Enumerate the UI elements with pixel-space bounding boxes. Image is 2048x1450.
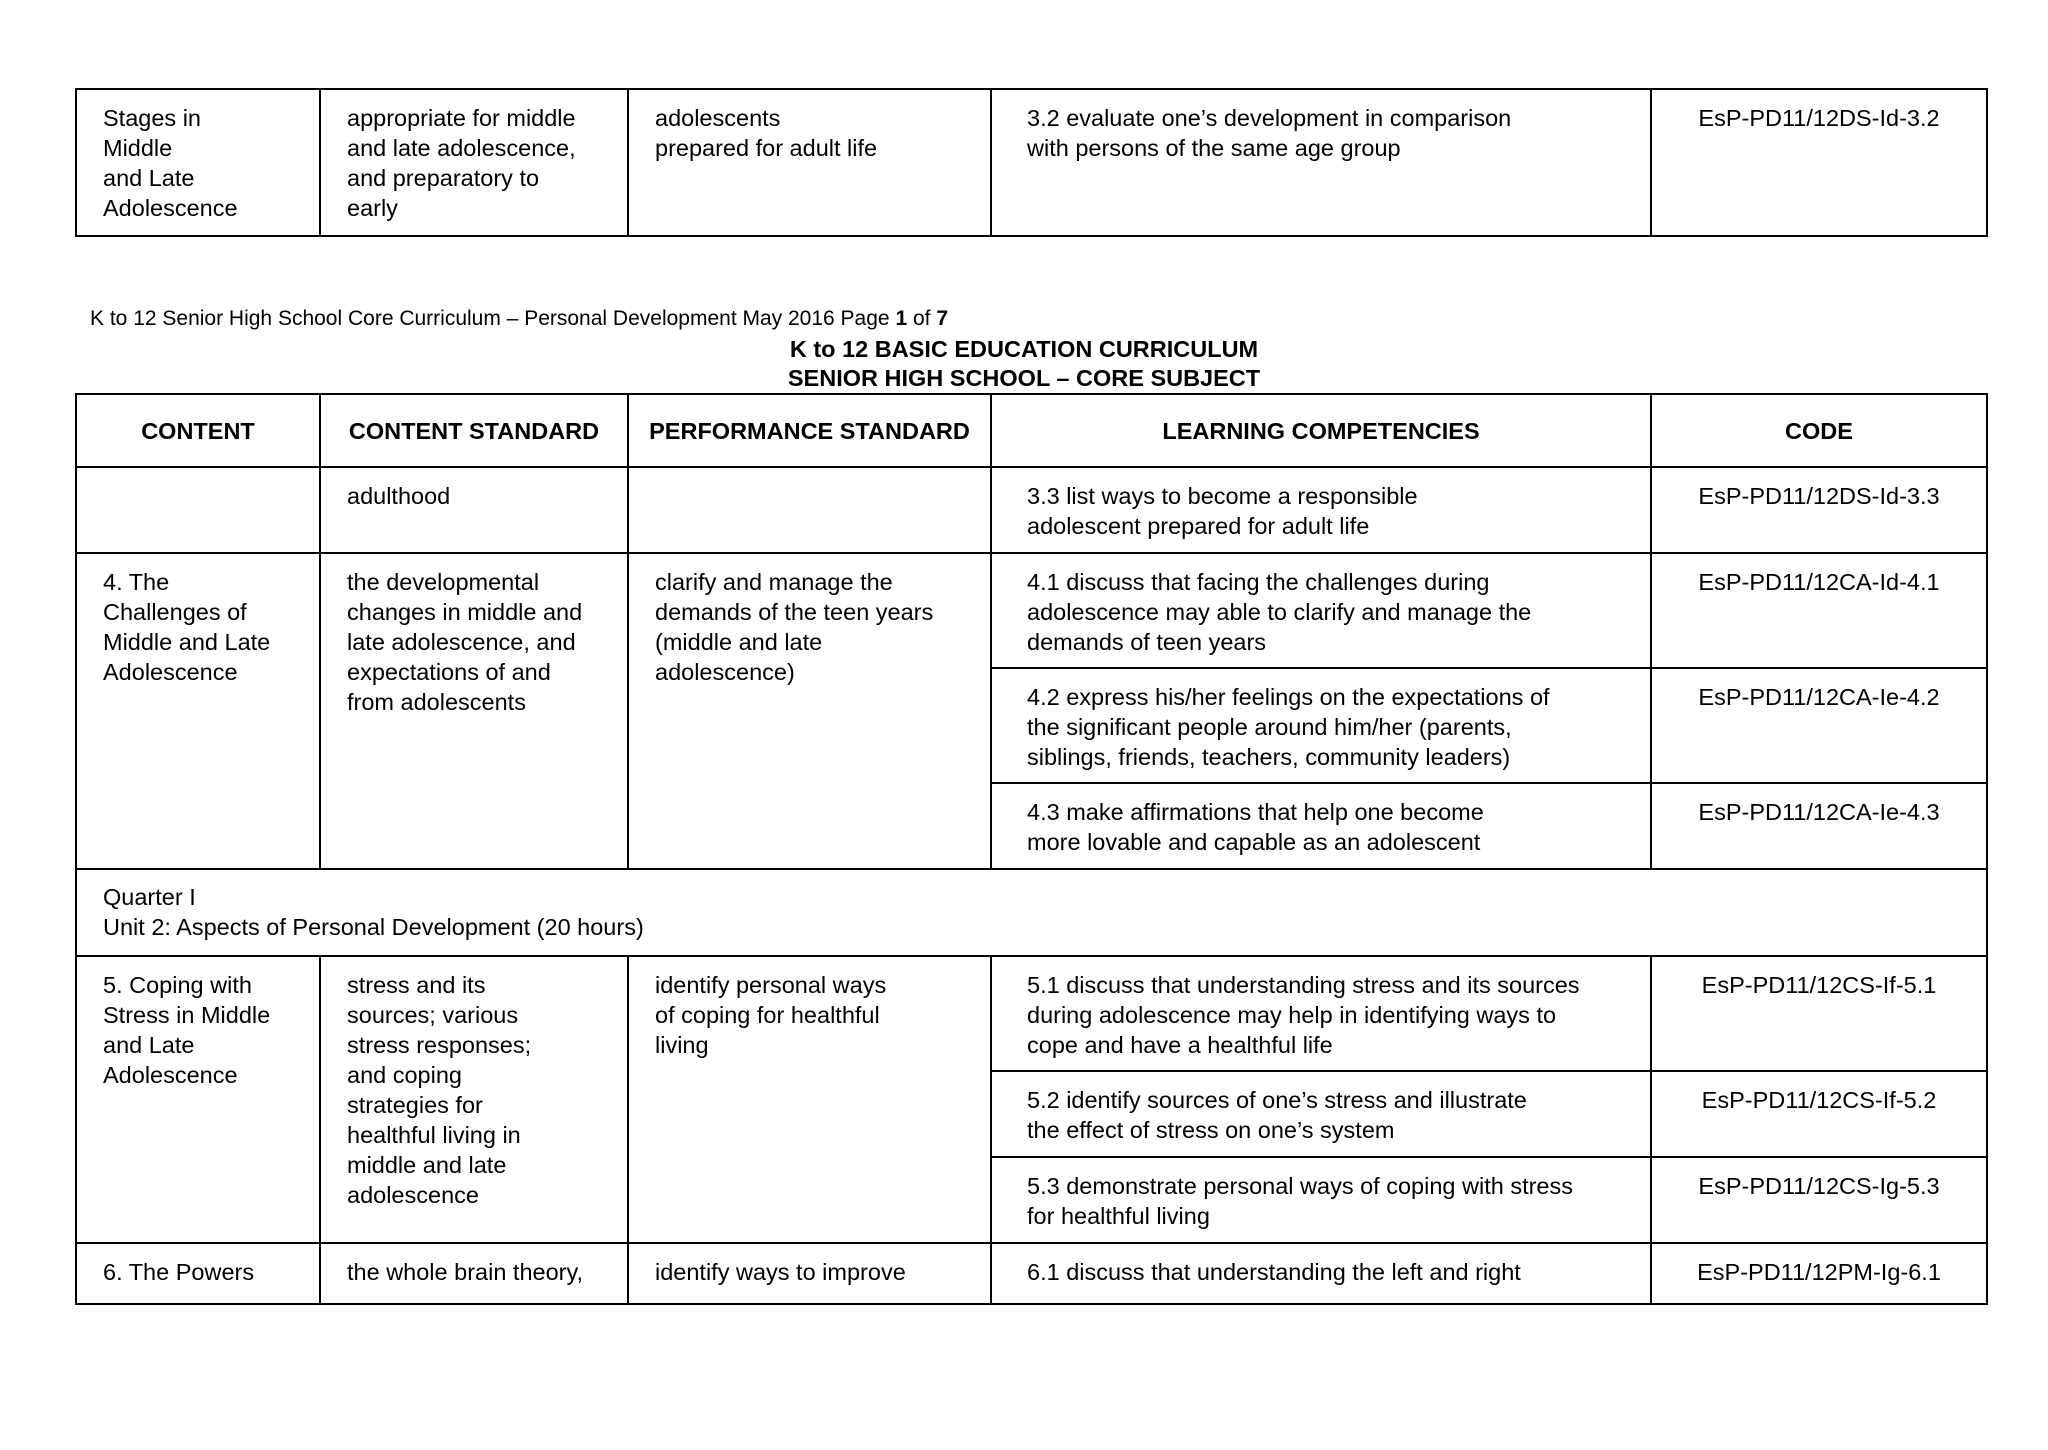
table-row [76, 956, 1987, 1071]
performance-standard-cell: identify ways to improve [628, 1243, 991, 1304]
column-header-content: CONTENT [76, 394, 320, 467]
table-row [76, 1243, 1987, 1304]
content-standard-cell: adulthood [320, 467, 628, 553]
table-row [76, 467, 1987, 553]
quarter-label: Quarter I [103, 884, 196, 910]
page-footer [90, 307, 948, 331]
code-cell: EsP-PD11/12CA-Ie-4.2 [1651, 668, 1987, 783]
code-cell: EsP-PD11/12DS-Id-3.2 [1651, 89, 1987, 236]
column-header-learning-competencies: LEARNING COMPETENCIES [991, 394, 1651, 467]
unit-label: Unit 2: Aspects of Personal Development (20 hours) [103, 914, 644, 940]
table-row [76, 553, 1987, 668]
content-cell: 5. Coping with Stress in Middle and Late Adolescence [76, 956, 320, 1243]
content-cell: 6. The Powers [76, 1243, 320, 1304]
section-row [76, 869, 1987, 956]
header-row [76, 394, 1987, 467]
competency-cell: 5.2 identify sources of one’s stress and illustrate the effect of stress on one’s system [991, 1071, 1651, 1157]
footer-text: K to 12 Senior High School Core Curriculum – Personal Development May 2016 Page [90, 307, 896, 330]
column-header-content-standard: CONTENT STANDARD [320, 394, 628, 467]
content-standard-cell: appropriate for middle and late adolescence, and preparatory to early [320, 89, 628, 236]
content-cell [76, 467, 320, 553]
competency-cell: 5.3 demonstrate personal ways of coping with stress for healthful living [991, 1157, 1651, 1243]
performance-standard-cell: clarify and manage the demands of the teen years (middle and late adolescence) [628, 553, 991, 869]
competency-cell: 6.1 discuss that understanding the left and right [991, 1243, 1651, 1304]
code-cell: EsP-PD11/12CS-Ig-5.3 [1651, 1157, 1987, 1243]
content-standard-cell: the whole brain theory, [320, 1243, 628, 1304]
content-cell: 4. The Challenges of Middle and Late Adolescence [76, 553, 320, 869]
performance-standard-cell: identify personal ways of coping for healthful living [628, 956, 991, 1243]
footer-page-number: 1 [895, 307, 908, 330]
code-cell: EsP-PD11/12CA-Id-4.1 [1651, 553, 1987, 668]
performance-standard-cell [628, 467, 991, 553]
competency-cell: 4.1 discuss that facing the challenges during adolescence may able to clarify and manage the demands of teen years [991, 553, 1651, 668]
footer-page-total: 7 [936, 307, 948, 330]
document-subtitle: SENIOR HIGH SCHOOL – CORE SUBJECT [787, 365, 1261, 391]
performance-standard-cell: adolescents prepared for adult life [628, 89, 991, 236]
table-row [76, 89, 1987, 236]
content-standard-cell: stress and its sources; various stress responses; and coping strategies for healthful living in middle and late adolescence [320, 956, 628, 1243]
column-header-code: CODE [1651, 394, 1987, 467]
competency-cell: 4.3 make affirmations that help one become more lovable and capable as an adolescent [991, 783, 1651, 869]
column-header-performance-standard: PERFORMANCE STANDARD [628, 394, 991, 467]
quarter-heading [76, 869, 1987, 956]
document-title: K to 12 BASIC EDUCATION CURRICULUM [789, 336, 1259, 362]
code-cell: EsP-PD11/12CS-If-5.1 [1651, 956, 1987, 1071]
content-cell: Stages in Middle and Late Adolescence [76, 89, 320, 236]
code-cell: EsP-PD11/12CS-If-5.2 [1651, 1071, 1987, 1157]
competency-cell: 3.2 evaluate one’s development in comparison with persons of the same age group [991, 89, 1651, 236]
competency-cell: 4.2 express his/her feelings on the expectations of the significant people around him/her (parents, siblings, friends, teachers, community leaders) [991, 668, 1651, 783]
code-cell: EsP-PD11/12PM-Ig-6.1 [1651, 1243, 1987, 1304]
curriculum-table [75, 393, 1988, 1305]
footer-of: of [907, 307, 937, 330]
content-standard-cell: the developmental changes in middle and late adolescence, and expectations of and from adolescents [320, 553, 628, 869]
competency-cell: 3.3 list ways to become a responsible adolescent prepared for adult life [991, 467, 1651, 553]
code-cell: EsP-PD11/12DS-Id-3.3 [1651, 467, 1987, 553]
continuation-table [75, 88, 1988, 237]
competency-cell: 5.1 discuss that understanding stress and its sources during adolescence may help in identifying ways to cope and have a healthful life [991, 956, 1651, 1071]
code-cell: EsP-PD11/12CA-Ie-4.3 [1651, 783, 1987, 869]
